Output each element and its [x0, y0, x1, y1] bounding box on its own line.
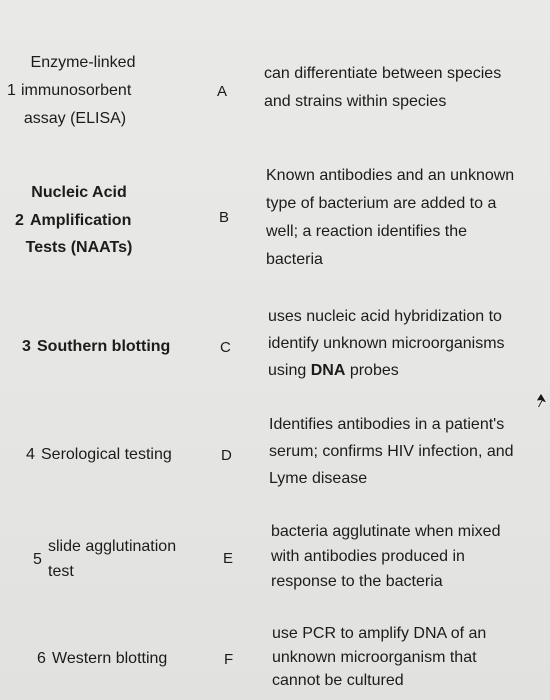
mouse-pointer-icon [532, 392, 548, 410]
term-5-line-2: test [48, 563, 74, 580]
term-6-number: 6 [37, 650, 46, 667]
description-b-line-3: well; a reaction identifies the [266, 223, 467, 240]
description-d-line-3: Lyme disease [269, 470, 368, 487]
term-5-line-1: slide agglutination [48, 538, 177, 555]
description-d-line-1: Identifies antibodies in a patient's [269, 416, 505, 433]
description-c-line-3: using DNA probes [268, 362, 399, 379]
term-1-line-3: assay (ELISA) [23, 110, 127, 127]
term-2-line-2: Amplification [30, 212, 132, 229]
description-f-line-2: unknown microorganism that [272, 649, 477, 666]
term-2-number: 2 [15, 212, 24, 229]
description-f-line-1: use PCR to amplify DNA of an [272, 625, 487, 642]
description-e-line-3: response to the bacteria [271, 573, 443, 590]
term-2-line-3: Tests (NAATs) [25, 239, 133, 256]
description-f-line-3: cannot be cultured [272, 672, 404, 689]
description-b-line-4: bacteria [266, 251, 323, 268]
description-b-line-2: type of bacterium are added to a [266, 195, 497, 212]
letter-c: C [220, 339, 231, 356]
description-b-line-1: Known antibodies and an unknown [266, 167, 515, 184]
term-4-line-1: Serological testing [41, 446, 172, 463]
description-c-line-1: uses nucleic acid hybridization to [268, 308, 502, 325]
description-a-line-2: and strains within species [264, 93, 447, 110]
term-6-line-1: Western blotting [52, 650, 168, 667]
description-d-line-2: serum; confirms HIV infection, and [269, 443, 514, 460]
description-e-line-2: with antibodies produced in [271, 548, 465, 565]
term-4-number: 4 [26, 446, 35, 463]
letter-f: F [224, 651, 234, 668]
letter-d: D [221, 447, 232, 464]
letter-b: B [219, 209, 230, 226]
letter-a: A [217, 83, 228, 100]
description-e-line-1: bacteria agglutinate when mixed [271, 523, 501, 540]
term-1-line-2: immunosorbent [21, 82, 132, 99]
term-1-number: 1 [7, 82, 16, 99]
term-1-line-1: Enzyme-linked [30, 54, 136, 71]
term-3-number: 3 [22, 338, 31, 355]
term-2-line-1: Nucleic Acid [31, 184, 127, 201]
letter-e: E [223, 550, 234, 567]
description-a-line-1: can differentiate between species [264, 65, 502, 82]
term-5-number: 5 [33, 551, 42, 568]
term-3-line-1: Southern blotting [37, 338, 171, 355]
description-c-line-2: identify unknown microorganisms [268, 335, 505, 352]
